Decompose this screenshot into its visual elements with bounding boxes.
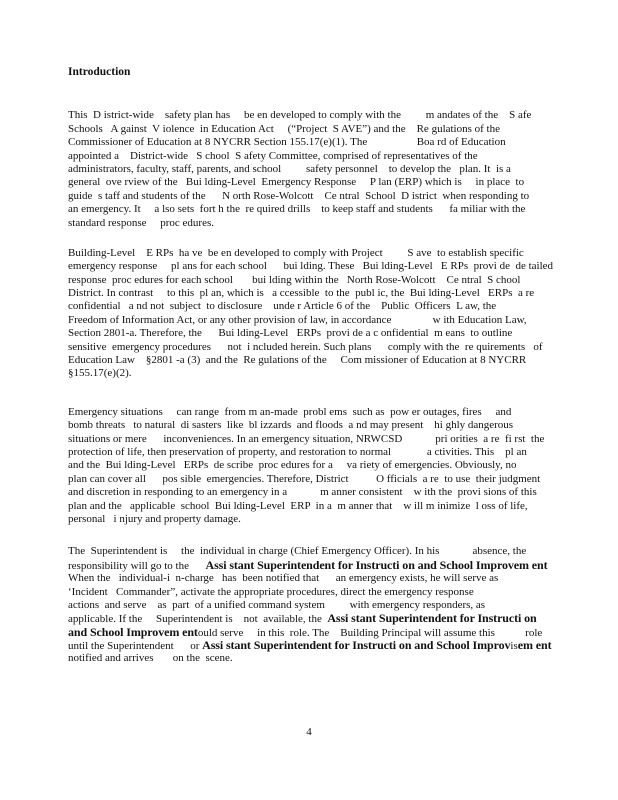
paragraph [68,406,598,527]
text-segment: appointed a District-wide S chool S afety Committee, comprised of representatives of the [68,149,478,162]
text-segment: emergency response pl ans for each school bui lding. These Bui lding-Level E RPs provi de de tailed [68,260,554,273]
text-segment-bold: Assi stant Superintendent for Instructi on and School Improvem ent [205,557,548,572]
text-line [68,109,598,122]
text-line [68,260,598,273]
text-line [68,459,598,472]
text-line [68,300,598,313]
text-line [68,433,598,446]
text-segment: actions and serve as part of a unified command system with emergency responders, as [68,598,486,611]
text-segment: protection of life, then preservation of property, and restoration to normal a ctivities. This pl an [68,446,527,458]
text-line [68,473,598,486]
text-line [68,559,598,572]
text-segment: Education Law §2801 -a (3) and the Re gulations of the Com missioner of Education at 8 NYCRR [68,354,527,367]
paragraph [68,247,598,381]
text-segment: Schools A gainst V iolence in Education Act (“Project S AVE”) and the Re gulations of the [68,122,500,135]
text-segment: District. In contrast to this pl an, which is a ccessible to the publ ic, the Bui lding-Level ERPs a re [68,287,535,300]
text-segment: Section 2801-a. Therefore, the Bui lding-Level ERPs provi de a c onfidential m eans to outline [68,327,513,340]
text-line [68,639,598,652]
text-segment: plan and the applicable school Bui lding-Level ERP in a m anner that w ill m inimize l oss of life, [68,499,528,512]
text-segment: Emergency situations can range from m an-made probl ems such as pow er outages, fires and [68,405,512,418]
text-line [68,545,598,558]
text-line [68,163,598,176]
text-segment: an emergency. It a lso sets fort h the re quired drills to keep staff and students fa miliar with the [68,203,526,216]
section-heading: Introduction [68,66,131,78]
text-line [68,419,598,432]
text-segment: Freedom of Information Act, or any other provision of law, in accordance w ith Education Law, [68,313,527,326]
text-line [68,652,598,665]
text-line [68,287,598,300]
page-number: 4 [306,726,312,738]
text-segment-bold: em ent [517,638,552,653]
text-line [68,150,598,163]
text-segment: Commissioner of Education at 8 NYCRR Section 155.17(e)(1). The Boa rd of Education [68,136,506,149]
text-segment: response proc edures for each school bui lding within the North Rose-Wolcott Ce ntral S chool [68,273,521,286]
text-segment: bomb threats to natural di sasters like bl izzards and floods a nd may present hi ghly dangerous [68,419,514,432]
text-line [68,572,598,585]
text-line [68,486,598,499]
text-segment: until the Superintendent or [68,640,203,653]
text-segment: standard response proc edures. [68,216,215,229]
text-line [68,367,598,380]
text-line [68,190,598,203]
text-segment: sensitive emergency procedures not i ncluded herein. Such plans comply with the re quirements of [68,340,543,353]
text-segment: Building-Level E RPs ha ve be en developed to comply with Project S ave to establish specific [68,246,524,259]
text-line [68,500,598,513]
text-line [68,586,598,599]
text-line [68,513,598,526]
text-line [68,599,598,612]
text-segment: situations or mere inconveniences. In an emergency situation, NRWCSD pri orities a re fi rst the [68,432,545,445]
text-segment-bold: Assi stant Superintendent for Instructi on and School Improv [202,638,511,653]
text-segment-bold: and School Improvem ent [68,624,198,639]
text-segment: This D istrict-wide safety plan has be en developed to comply with the m andates of the S afe [68,109,532,122]
text-segment: When the individual-i n-charge has been notified that an emergency exists, he will serve as [68,572,499,585]
text-line [68,136,598,149]
text-segment: responsibility will go to the [68,559,206,572]
text-line [68,341,598,354]
text-segment: general ove rview of the Bui lding-Level Emergency Response P lan (ERP) which is in place to [68,176,525,189]
text-segment: §155.17(e)(2). [68,367,132,380]
text-segment: personal i njury and property damage. [68,512,241,525]
text-segment: confidential a nd not subject to disclosure unde r Article 6 of the Public Officers L aw, the [68,300,497,313]
text-segment-bold: Assi stant Superintendent for Instructi on [327,611,537,626]
text-line [68,203,598,216]
text-line [68,247,598,260]
paragraphs [68,109,598,665]
text-segment: ould serve in this role. The Building Principal will assume this role [197,626,543,639]
text-segment: applicable. If the Superintendent is not available, the [68,613,328,626]
paragraph [68,109,598,230]
text-segment: ‘Incident Commander”, activate the appropriate procedures, direct the emergency response [68,585,474,598]
text-segment: The Superintendent is the individual in charge (Chief Emergency Officer). In his absence, the [68,545,527,558]
text-segment: administrators, faculty, staff, parents, and school safety personnel to develop the plan. It is a [68,162,511,175]
text-segment: notified and arrives on the scene. [68,652,233,665]
text-line [68,612,598,625]
text-line [68,176,598,189]
document-body [68,66,598,666]
text-segment: is [510,640,518,653]
text-line [68,123,598,136]
text-segment: plan can cover all pos sible emergencies. Therefore, District O fficials a re to use their judgment [68,472,541,485]
text-segment: guide s taff and students of the N orth Rose-Wolcott Ce ntral School D istrict when responding to [68,189,530,202]
paragraph [68,545,598,666]
text-line [68,406,598,419]
text-line [68,314,598,327]
text-line [68,446,598,459]
text-line [68,274,598,287]
text-line [68,217,598,230]
text-segment: and discretion in responding to an emergency in a m anner consistent w ith the provi sions of this [68,486,537,499]
text-line [68,626,598,639]
text-segment: and the Bui lding-Level ERPs de scribe proc edures for a va riety of emergencies. Obviously, no [68,459,517,472]
text-line [68,327,598,340]
text-line [68,354,598,367]
